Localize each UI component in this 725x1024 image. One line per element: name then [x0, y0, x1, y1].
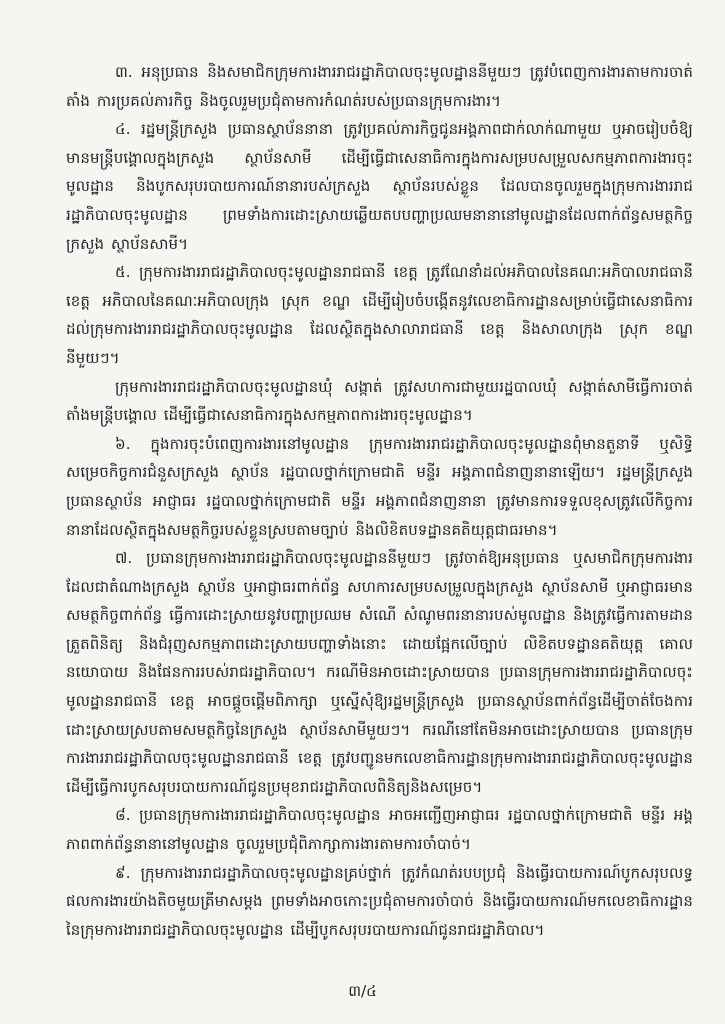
paragraph-article-8: ៨. ប្រធានក្រុមការងាររាជរដ្ឋាភិបាលចុះមូលដ្ឋាន អាចអញ្ជើញអាជ្ញាធរ រដ្ឋបាលថ្នាក់ក្រោមជាតិ មន្ទីរ អង្គភាពពាក់ព័ន្ធនានានៅមូលដ្ឋាន ចូលរួមប្រជុំពិភាក្សាការងារតាមការចាំបាច់។ — [66, 806, 693, 854]
paragraph-article-5: ៥. ក្រុមការងាររាជរដ្ឋាភិបាលចុះមូលដ្ឋានរាជធានី ខេត្ត ត្រូវណែនាំដល់អភិបាលនៃគណៈអភិបាលរាជធានី ខេត្ត អភិបាលនៃគណៈអភិបាលក្រុង ស្រុក ខណ្ឌ ដើម្បីរៀបចំបង្កើតនូវលេខាធិការដ្ឋានសម្រាប់ធ្វើជាសេនាធិការដល់ក្រុមការងាររាជរដ្ឋាភិបាលចុះមូលដ្ឋាន ដែលស្ថិតក្នុងសាលារាជធានី ខេត្ត និងសាលាក្រុង ស្រុក ខណ្ឌនីមួយៗ។ — [66, 263, 693, 367]
page-number: ៣/៤ — [348, 982, 377, 1000]
document-body — [66, 58, 693, 944]
paragraph-article-9: ៩. ក្រុមការងាររាជរដ្ឋាភិបាលចុះមូលដ្ឋានគ្រប់ថ្នាក់ ត្រូវកំណត់របបប្រជុំ និងធ្វើរបាយការណ៍បូកសរុបលទ្ធផលការងារយ៉ាងតិចមួយត្រីមាសម្តង ព្រមទាំងអាចកោះប្រជុំតាមការចាំបាច់ និងធ្វើរបាយការណ៍មកលេខាធិការដ្ឋាននៃក្រុមការងាររាជរដ្ឋាភិបាលចុះមូលដ្ឋាន ដើម្បីបូកសរុបរបាយការណ៍ជូនរាជរដ្ឋាភិបាល។ — [66, 863, 693, 939]
paragraph-article-4: ៤. រដ្ឋមន្ត្រីក្រសួង ប្រធានស្ថាប័ននានា ត្រូវប្រគល់ភារកិច្ចជូនអង្គភាពជាក់លាក់ណាមួយ ឬអាចរៀបចំឱ្យមានមន្ត្រីបង្គោលក្នុងក្រសួង ស្ថាប័នសាមី ដើម្បីធ្វើជាសេនាធិការក្នុងការសម្របសម្រួលសកម្មភាពការងារចុះមូលដ្ឋាន និងបូកសរុបរបាយការណ៍នានារបស់ក្រសួង ស្ថាប័នរបស់ខ្លួន ដែលបានចូលរួមក្នុងក្រុមការងាររាជរដ្ឋាភិបាលចុះមូលដ្ឋាន ព្រមទាំងការដោះស្រាយឆ្លើយតបបញ្ហាប្រឈមនានានៅមូលដ្ឋានដែលពាក់ព័ន្ធសមត្ថកិច្ចក្រសួង ស្ថាប័នសាមី។ — [66, 120, 693, 253]
paragraph-article-6: ៦. ក្នុងការចុះបំពេញការងារនៅមូលដ្ឋាន ក្រុមការងាររាជរដ្ឋាភិបាលចុះមូលដ្ឋានពុំមានតួនាទី ឬសិទ្ធិសម្រេចកិច្ចការជំនួសក្រសួង ស្ថាប័ន រដ្ឋបាលថ្នាក់ក្រោមជាតិ មន្ទីរ អង្គភាពជំនាញនានាឡើយ។ រដ្ឋមន្ត្រីក្រសួង ប្រធានស្ថាប័ន អាជ្ញាធរ រដ្ឋបាលថ្នាក់ក្រោមជាតិ មន្ទីរ អង្គភាពជំនាញនានា ត្រូវមានការទទួលខុសត្រូវលើកិច្ចការនានាដែលស្ថិតក្នុងសមត្ថកិច្ចរបស់ខ្លួនស្របតាមច្បាប់ និងលិខិតបទដ្ឋានគតិយុត្តជាធរមាន។ — [66, 434, 693, 539]
paragraph-article-5-continued: ក្រុមការងាររាជរដ្ឋាភិបាលចុះមូលដ្ឋានឃុំ សង្កាត់ ត្រូវសហការជាមួយរដ្ឋបាលឃុំ សង្កាត់សាមីធ្វើការចាត់តាំងមន្ត្រីបង្គោល ដើម្បីធ្វើជាសេនាធិការក្នុងសកម្មភាពការងារចុះមូលដ្ឋាន។ — [66, 377, 693, 425]
paragraph-article-7: ៧. ប្រធានក្រុមការងាររាជរដ្ឋាភិបាលចុះមូលដ្ឋាននីមួយៗ ត្រូវចាត់ឱ្យអនុប្រធាន ឬសមាជិកក្រុមការងារដែលជាតំណាងក្រសួង ស្ថាប័ន ឬអាជ្ញាធរពាក់ព័ន្ធ សហការសម្របសម្រួលក្នុងក្រសួង ស្ថាប័នសាមី ឬអាជ្ញាធរមានសមត្ថកិច្ចពាក់ព័ន្ធ ធ្វើការដោះស្រាយនូវបញ្ហាប្រឈម សំណើ សំណូមពរនានារបស់មូលដ្ឋាន និងត្រូវធ្វើការតាមដាន ត្រួតពិនិត្យ និងជំរុញសកម្មភាពដោះស្រាយបញ្ហាទាំងនោះ ដោយផ្អែកលើច្បាប់ លិខិតបទដ្ឋានគតិយុត្ត គោលនយោបាយ និងផែនការរបស់រាជរដ្ឋាភិបាល។ ករណីមិនអាចដោះស្រាយបាន ប្រធានក្រុមការងាររាជរដ្ឋាភិបាលចុះមូលដ្ឋានរាជធានី ខេត្ត អាចផ្តួចផ្តើមពិភាក្សា ឬស្នើសុំឱ្យរដ្ឋមន្ត្រីក្រសួង ប្រធានស្ថាប័នពាក់ព័ន្ធដើម្បីចាត់ចែងការដោះស្រាយស្របតាមសមត្ថកិច្ចនៃក្រសួង ស្ថាប័នសាមីមួយៗ។ ករណីនៅតែមិនអាចដោះស្រាយបាន ប្រធានក្រុមការងាររាជរដ្ឋាភិបាលចុះមូលដ្ឋានរាជធានី ខេត្ត ត្រូវបញ្ជូនមកលេខាធិការដ្ឋានក្រុមការងាររាជរដ្ឋាភិបាលចុះមូលដ្ឋាន ដើម្បីធ្វើការបូកសរុបរបាយការណ៍ជូនប្រមុខរាជរដ្ឋាភិបាលពិនិត្យនិងសម្រេច។ — [66, 549, 693, 796]
paragraph-article-3: ៣. អនុប្រធាន និងសមាជិកក្រុមការងាររាជរដ្ឋាភិបាលចុះមូលដ្ឋាននីមួយៗ ត្រូវបំពេញការងារតាមការចាត់តាំង ការប្រគល់ភារកិច្ច និងចូលរួមប្រជុំតាមការកំណត់របស់ប្រធានក្រុមការងារ។ — [66, 63, 693, 110]
